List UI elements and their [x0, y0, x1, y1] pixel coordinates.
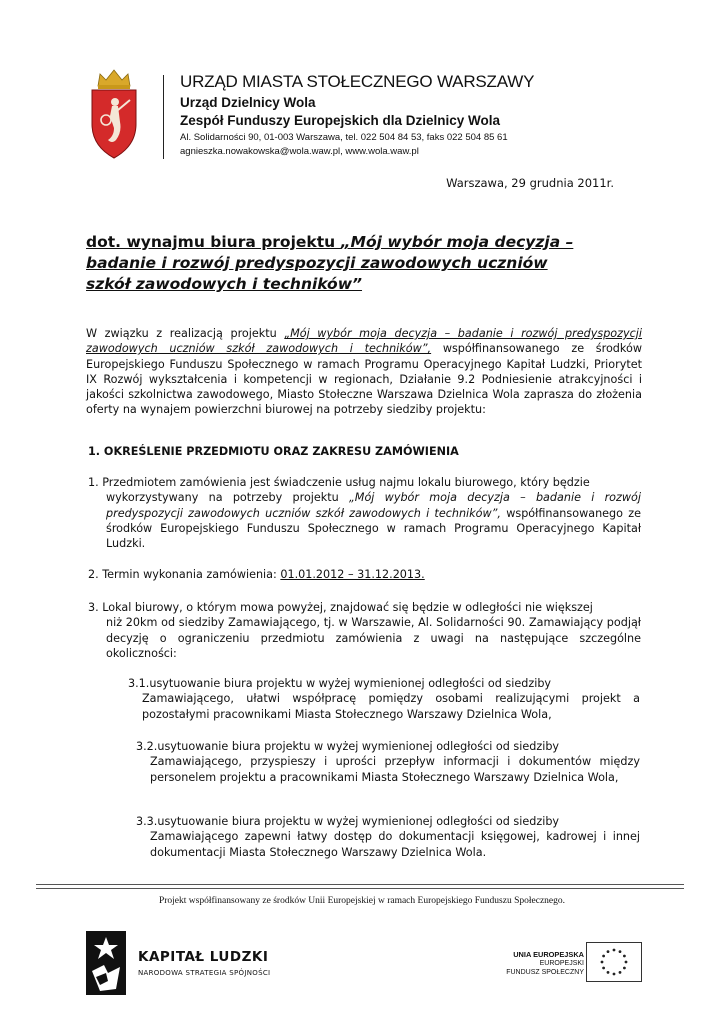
intro-text-b: współfinansowanego ze środków Europejskiego Funduszu Społecznego w ramach Programu Operacyjnego Kapitał Ludzki, Priorytet IX Rozwój wykształcenia i kompetencji w regionach, Działanie 9.2 Podniesienie atrakcyjności i jakości szkolnictwa zawodowego, Miasto Stołeczne Warszawa Dzielnica Wola zaprasza do złożenia oferty na wynajem powierzchni biurowej na potrzeby siedziby projektu:	[86, 342, 642, 417]
district-name: Urząd Dzielnicy Wola	[180, 95, 316, 110]
point-3-first-line: 3. Lokal biurowy, o którym mowa powyżej, znajdować się będzie w odległości nie większej	[88, 601, 593, 614]
point-2-term: 01.01.2012 – 31.12.2013.	[280, 568, 425, 581]
subject-title-line-3: szkół zawodowych i techników”	[86, 275, 363, 293]
subject-title-line-2: badanie i rozwój predyspozycji zawodowych uczniów	[86, 254, 548, 272]
header-divider	[163, 75, 164, 159]
subpoint-3-2-first-line: 3.2.usytuowanie biura projektu w wyżej wymienionej odległości od siedziby	[136, 740, 560, 753]
intro-project-title: „Mój wybór moja decyzja – badanie i rozwój predyspozycji zawodowych uczniów szkół zawodowych i techników”,	[86, 327, 643, 356]
letter-subject	[86, 232, 646, 295]
point-1-text-a: wykorzystywany na potrzeby projektu	[106, 491, 350, 505]
subject-title-line-1: „Mój wybór moja decyzja –	[340, 233, 574, 251]
subpoint-3-3-first-line: 3.3.usytuowanie biura projektu w wyżej wymienionej odległości od siedziby	[136, 815, 560, 828]
subpoint-3-2-rest: Zamawiającego, przyspieszy i uprości przepływ informacji i dokumentów między personelem projektu a pracownikami Miasta Stołecznego Warszawy Dzielnica Wola,	[150, 755, 640, 784]
office-contact: agnieszka.nowakowska@wola.waw.pl, www.wola.waw.pl	[180, 146, 419, 157]
eu-line-1: UNIA EUROPEJSKA	[513, 950, 584, 959]
team-name: Zespół Funduszy Europejskich dla Dzielnicy Wola	[180, 113, 501, 128]
eu-line-2: EUROPEJSKI	[539, 960, 584, 967]
point-2	[88, 568, 425, 581]
point-3-rest: niż 20km od siedziby Zamawiającego, tj. w Warszawie, Al. Solidarności 90. Zamawiający podjął decyzję o ograniczeniu przedmiotu zamówienia z uwagi na następujące szczególne okoliczności:	[106, 616, 641, 660]
kapital-ludzki-title: KAPITAŁ LUDZKI	[138, 949, 269, 965]
eu-text-block	[496, 950, 584, 977]
footer-note: Projekt współfinansowany ze środków Unii Europejskiej w ramach Europejskiego Funduszu Społecznego.	[158, 896, 566, 906]
point-2-label: 2. Termin wykonania zamówienia:	[88, 568, 281, 581]
subpoint-3-1-rest: Zamawiającego, ułatwi współpracę pomiędzy osobami realizującymi projekt a pozostałymi pracownikami Miasta Stołecznego Warszawy Dzielnica Wola,	[142, 692, 640, 721]
intro-text-a: W związku z realizacją projektu	[86, 327, 285, 340]
section-1-title: 1. OKREŚLENIE PRZEDMIOTU ORAZ ZAKRESU ZAMÓWIENIA	[88, 445, 459, 458]
office-name: URZĄD MIASTA STOŁECZNEGO WARSZAWY	[180, 72, 535, 91]
subject-prefix: dot. wynajmu biura projektu	[86, 233, 341, 251]
point-1-project-title: „Mój wybór moja decyzja – badanie i rozwój predyspozycji zawodowych uczniów szkół zawodowych i techników”,	[106, 491, 642, 520]
eu-flag-icon	[586, 942, 642, 982]
letter-date: Warszawa, 29 grudnia 2011r.	[446, 176, 614, 190]
intro-paragraph	[86, 326, 642, 418]
kapital-ludzki-subtitle: NARODOWA STRATEGIA SPÓJNOŚCI	[138, 969, 271, 977]
kapital-ludzki-logo-icon	[86, 931, 126, 995]
office-address: Al. Solidarności 90, 01-003 Warszawa, tel. 022 504 84 53, faks 022 504 85 61	[180, 132, 508, 143]
subpoint-3-3	[136, 814, 640, 860]
subpoint-3-2	[136, 739, 640, 785]
subpoint-3-1-first-line: 3.1.usytuowanie biura projektu w wyżej wymienionej odległości od siedziby	[128, 677, 552, 690]
point-1	[88, 475, 641, 551]
point-1-rest	[88, 490, 641, 551]
eu-line-3: FUNDUSZ SPOŁECZNY	[506, 969, 584, 976]
point-1-first-line: 1. Przedmiotem zamówienia jest świadczenie usług najmu lokalu biurowego, który będzie	[88, 476, 590, 489]
point-1-text-b: współfinansowanego ze środków Europejskiego Funduszu Społecznego w ramach Programu Operacyjnego Kapitał Ludzki.	[106, 506, 642, 551]
warsaw-coat-of-arms-icon	[86, 66, 142, 162]
subpoint-3-3-rest: Zamawiającego zapewni łatwy dostęp do dokumentacji księgowej, kadrowej i innej dokumentacji Miasta Stołecznego Warszawy Dzielnica Wola.	[150, 830, 640, 859]
footer-rule-bottom	[36, 888, 684, 889]
footer-rule-top	[36, 884, 684, 885]
subpoint-3-1	[128, 676, 640, 722]
point-3	[88, 600, 641, 661]
